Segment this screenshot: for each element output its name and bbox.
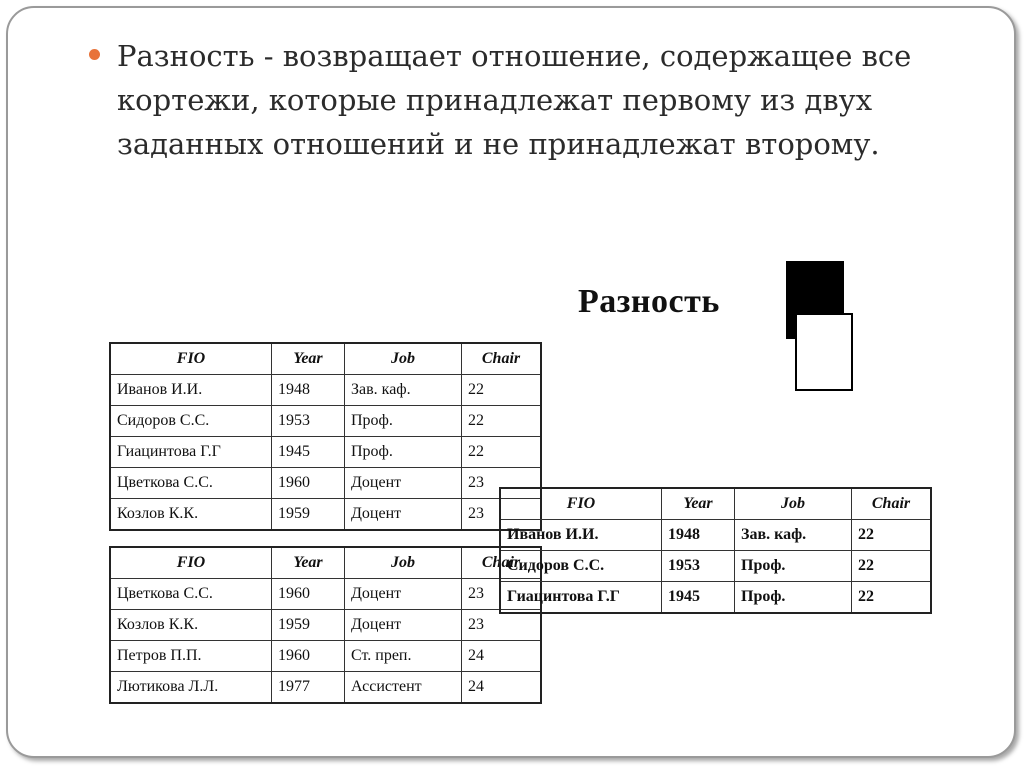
table-cell: 1960: [272, 468, 345, 499]
table-row: [110, 641, 541, 672]
table-row: [500, 582, 931, 614]
table-cell: Сидоров С.С.: [110, 406, 272, 437]
table-cell: 1953: [272, 406, 345, 437]
column-header: Job: [345, 343, 462, 375]
table-cell: Доцент: [345, 579, 462, 610]
table-cell: Сидоров С.С.: [500, 551, 662, 582]
table-cell: 1977: [272, 672, 345, 704]
table-cell: 22: [462, 437, 542, 468]
table-header-row: [110, 343, 541, 375]
table-cell: Иванов И.И.: [500, 520, 662, 551]
table-cell: 22: [462, 375, 542, 406]
table-row: [110, 375, 541, 406]
table-cell: Доцент: [345, 468, 462, 499]
column-header: Year: [272, 547, 345, 579]
column-header: FIO: [110, 343, 272, 375]
table-cell: Ассистент: [345, 672, 462, 704]
table-cell: 1948: [662, 520, 735, 551]
table-cell: 22: [852, 582, 932, 614]
table-cell: Проф.: [735, 582, 852, 614]
relation-table-2: [109, 546, 542, 704]
table-cell: 1945: [272, 437, 345, 468]
column-header: Year: [272, 343, 345, 375]
table-cell: Зав. каф.: [345, 375, 462, 406]
table-cell: Козлов К.К.: [110, 610, 272, 641]
table-cell: Козлов К.К.: [110, 499, 272, 531]
table-row: [110, 406, 541, 437]
table-header-row: [110, 547, 541, 579]
column-header: Year: [662, 488, 735, 520]
bullet-dot-icon: [89, 49, 100, 60]
column-header: Job: [345, 547, 462, 579]
table-cell: 1960: [272, 641, 345, 672]
table-row: [110, 468, 541, 499]
table-header-row: [500, 488, 931, 520]
difference-result-table: [499, 487, 932, 614]
table-cell: 1959: [272, 610, 345, 641]
relation-table-1: [109, 342, 542, 531]
table-cell: 24: [462, 641, 542, 672]
table-cell: 23: [462, 499, 542, 531]
column-header: Chair: [462, 547, 542, 579]
table-cell: 22: [852, 551, 932, 582]
table-cell: Проф.: [345, 437, 462, 468]
table-cell: Ст. преп.: [345, 641, 462, 672]
column-header: Chair: [462, 343, 542, 375]
table-cell: 23: [462, 610, 542, 641]
table-cell: 1945: [662, 582, 735, 614]
diagram-title: Разность: [578, 283, 720, 320]
table-cell: 22: [852, 520, 932, 551]
table-row: [110, 437, 541, 468]
table-cell: 24: [462, 672, 542, 704]
table-cell: Гиацинтова Г.Г: [110, 437, 272, 468]
table-cell: Доцент: [345, 499, 462, 531]
table-cell: 1960: [272, 579, 345, 610]
table-cell: 1959: [272, 499, 345, 531]
table-row: [500, 551, 931, 582]
table-cell: 23: [462, 468, 542, 499]
table-cell: Гиацинтова Г.Г: [500, 582, 662, 614]
table-cell: 1953: [662, 551, 735, 582]
table-row: [110, 499, 541, 531]
white-square-icon: [795, 313, 853, 391]
table-cell: Проф.: [735, 551, 852, 582]
table-cell: 22: [462, 406, 542, 437]
table-cell: Петров П.П.: [110, 641, 272, 672]
column-header: FIO: [500, 488, 662, 520]
table-cell: Лютикова Л.Л.: [110, 672, 272, 704]
column-header: FIO: [110, 547, 272, 579]
table-cell: Зав. каф.: [735, 520, 852, 551]
table-cell: Иванов И.И.: [110, 375, 272, 406]
table-cell: Проф.: [345, 406, 462, 437]
column-header: Chair: [852, 488, 932, 520]
column-header: Job: [735, 488, 852, 520]
table-cell: Цветкова С.С.: [110, 468, 272, 499]
table-row: [110, 579, 541, 610]
table-row: [110, 610, 541, 641]
slide-body-text: Разность - возвращает отношение, содержащее все кортежи, которые принадлежат первому из двух заданных отношений и не принадлежат второму.: [117, 39, 912, 161]
table-cell: 23: [462, 579, 542, 610]
table-row: [500, 520, 931, 551]
table-cell: Доцент: [345, 610, 462, 641]
table-cell: Цветкова С.С.: [110, 579, 272, 610]
table-row: [110, 672, 541, 704]
table-cell: 1948: [272, 375, 345, 406]
